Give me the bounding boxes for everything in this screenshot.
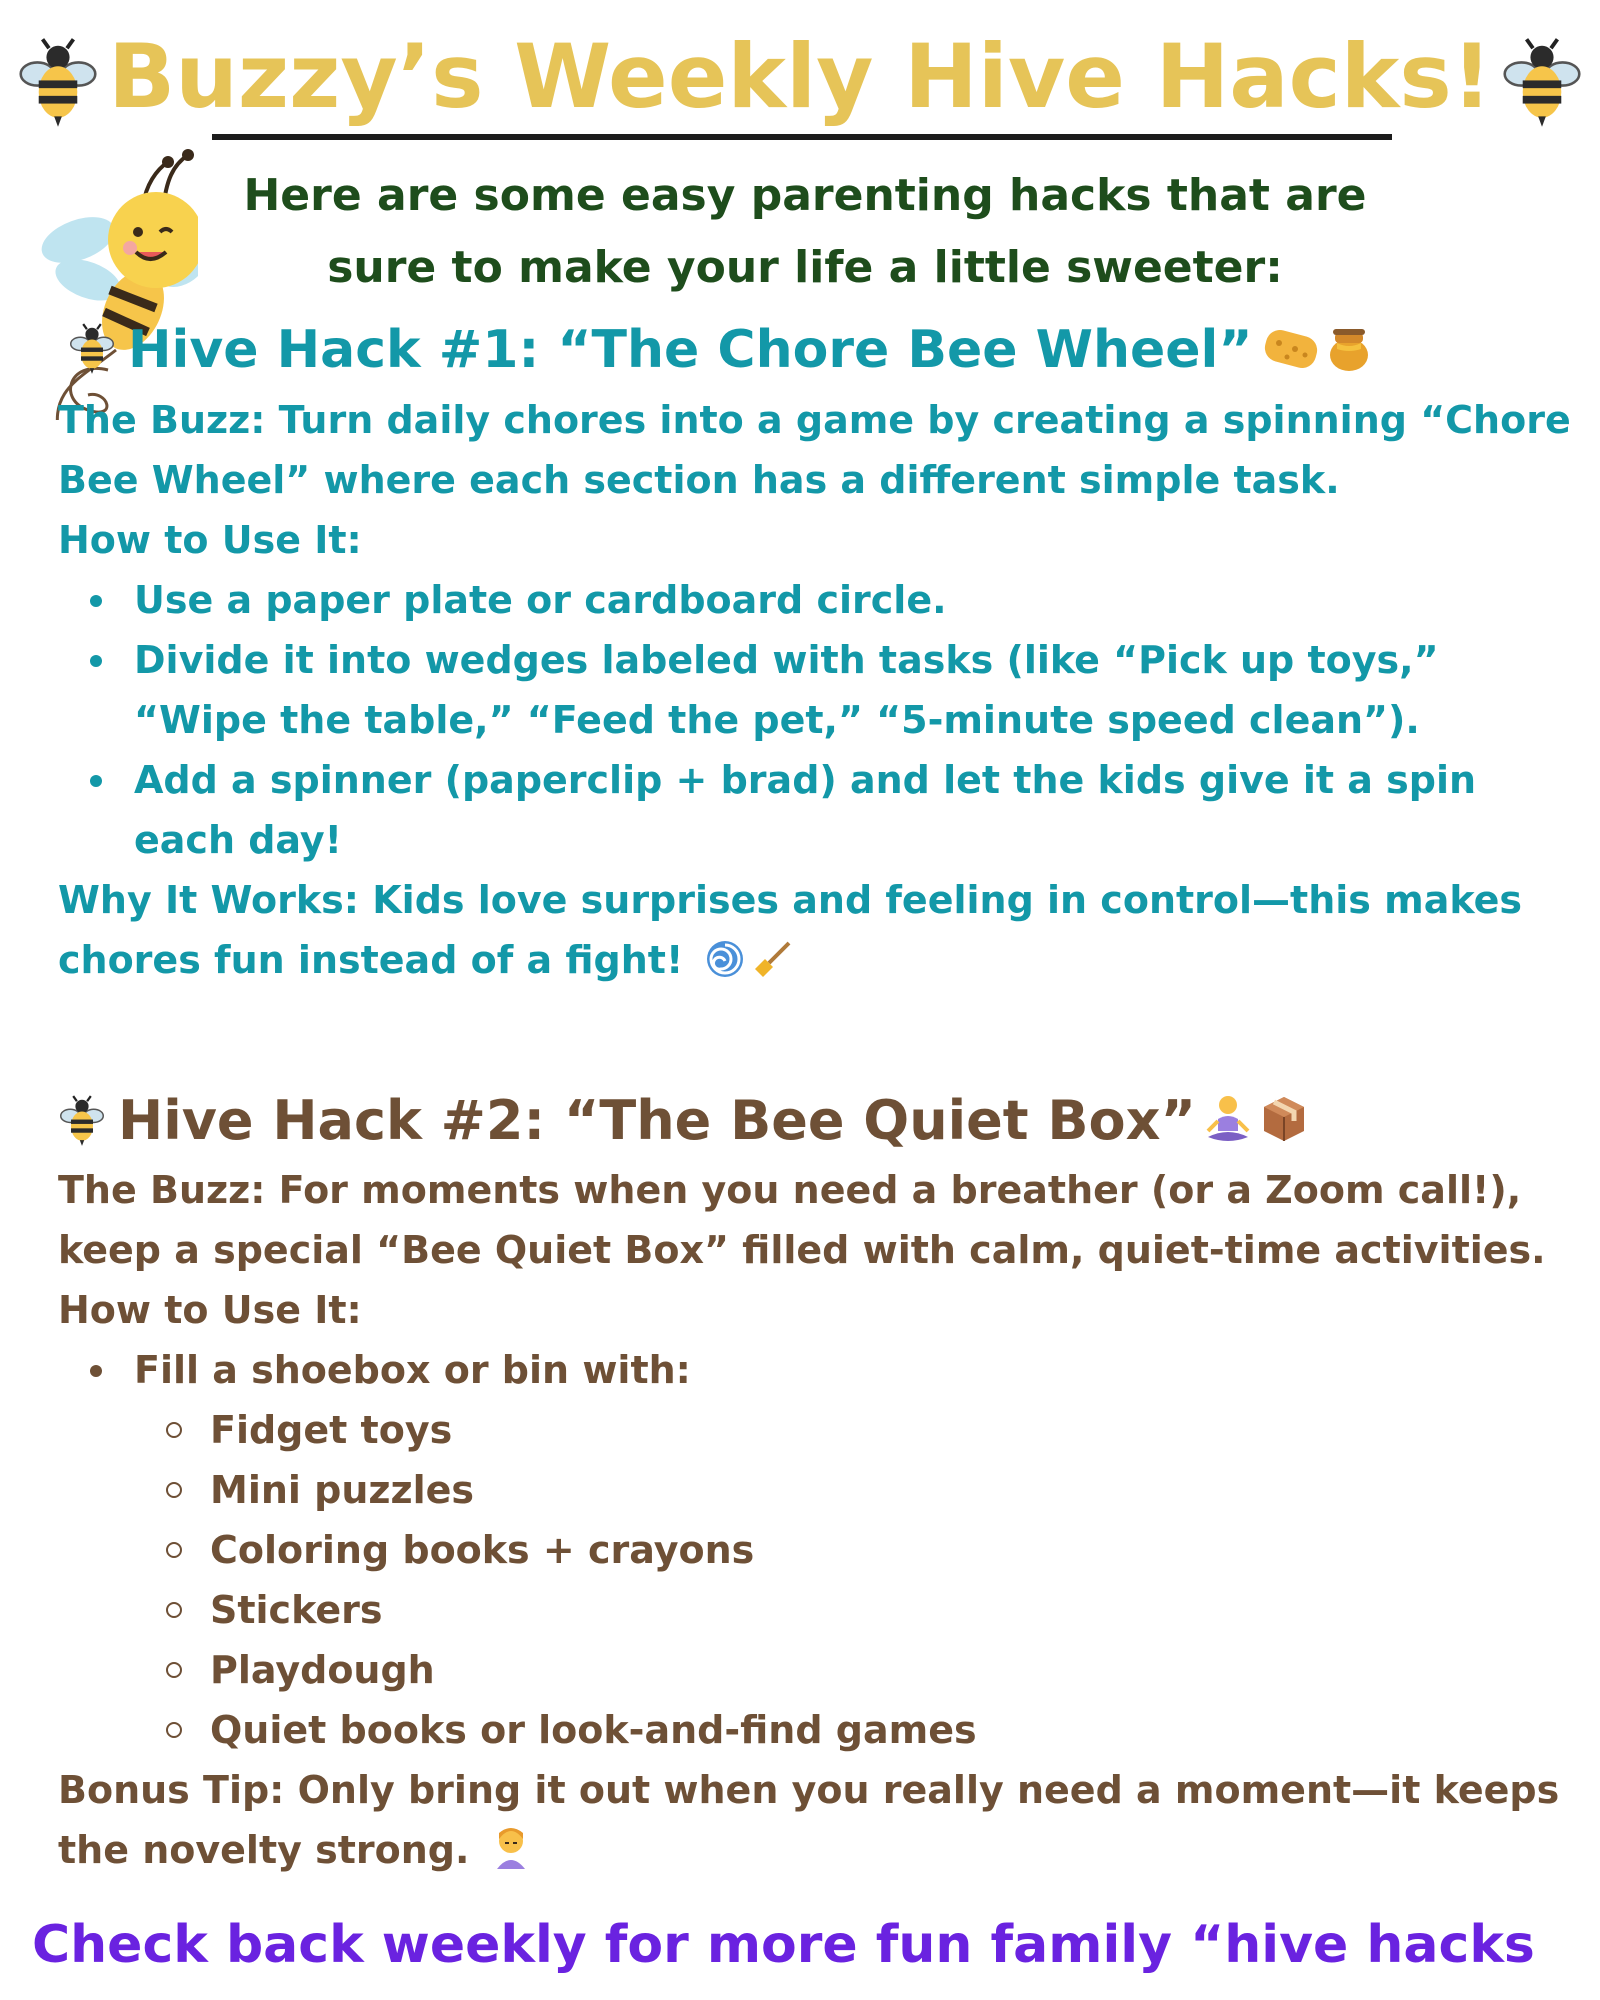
title-divider [212,134,1392,140]
intro-text [190,160,1420,304]
bee-icon [60,1095,104,1147]
sub-list-item: Quiet books or look-and-find games [58,1700,1578,1760]
bee-icon [70,323,114,375]
title-text: Buzzy’s Weekly Hive Hacks! [108,25,1492,128]
hack2-how-label: How to Use It: [58,1288,362,1332]
sub-list-item: Stickers [58,1580,1578,1640]
broom-icon [753,939,793,979]
hack1-buzz: The Buzz: Turn daily chores into a game by creating a spinning “Chore Bee Wheel” where each section has a different simple task. [58,398,1571,502]
hack2-steps [58,1340,1578,1760]
hack1-steps [58,570,1578,870]
tired-woman-icon [491,1825,531,1869]
intro-line: sure to make your life a little sweeter: [327,242,1283,293]
hack1-heading [70,318,1371,382]
hack2-buzz: The Buzz: For moments when you need a breather (or a Zoom call!), keep a special “Bee Quiet Box” filled with calm, quiet-time activities. [58,1168,1546,1272]
footer-text: Check back weekly for more fun family “hive hacks [32,1915,1535,1975]
hack1-why-text: Why It Works: Kids love surprises and feeling in control—this makes chores fun instead of a fight! [58,878,1523,982]
sub-list-item: Coloring books + crayons [58,1520,1578,1580]
list-item: Divide it into wedges labeled with tasks (like “Pick up toys,” “Wipe the table,” “Feed the pet,” “5-minute speed clean”). [58,630,1578,750]
meditating-person-icon [1204,1093,1252,1145]
hack1-how-label: How to Use It: [58,518,362,562]
hack1-section [58,390,1578,990]
hack2-section [58,1160,1578,1880]
sponge-icon [1261,323,1319,373]
list-item: Add a spinner (paperclip + brad) and let the kids give it a spin each day! [58,750,1578,870]
hack2-bonus [58,1760,1578,1880]
list-item: Use a paper plate or cardboard circle. [58,570,1578,630]
sub-list-item: Fidget toys [58,1400,1578,1460]
cyclone-icon [705,939,745,979]
page-title [0,22,1600,132]
sub-list-item: Playdough [58,1640,1578,1700]
list-item: Fill a shoebox or bin with: [58,1340,1578,1400]
hack2-heading-text: Hive Hack #2: “The Bee Quiet Box” [118,1089,1196,1152]
bee-icon [18,38,98,128]
hack1-heading-text: Hive Hack #1: “The Chore Bee Wheel” [128,320,1253,380]
honey-pot-icon [1327,323,1371,373]
hack1-why [58,870,1578,990]
hack2-heading [60,1088,1308,1154]
intro-line: Here are some easy parenting hacks that are [243,170,1367,221]
sub-list-item: Mini puzzles [58,1460,1578,1520]
bee-icon [1502,38,1582,128]
package-icon [1260,1093,1308,1145]
hack2-bonus-text: Bonus Tip: Only bring it out when you really need a moment—it keeps the novelty strong. [58,1768,1560,1872]
